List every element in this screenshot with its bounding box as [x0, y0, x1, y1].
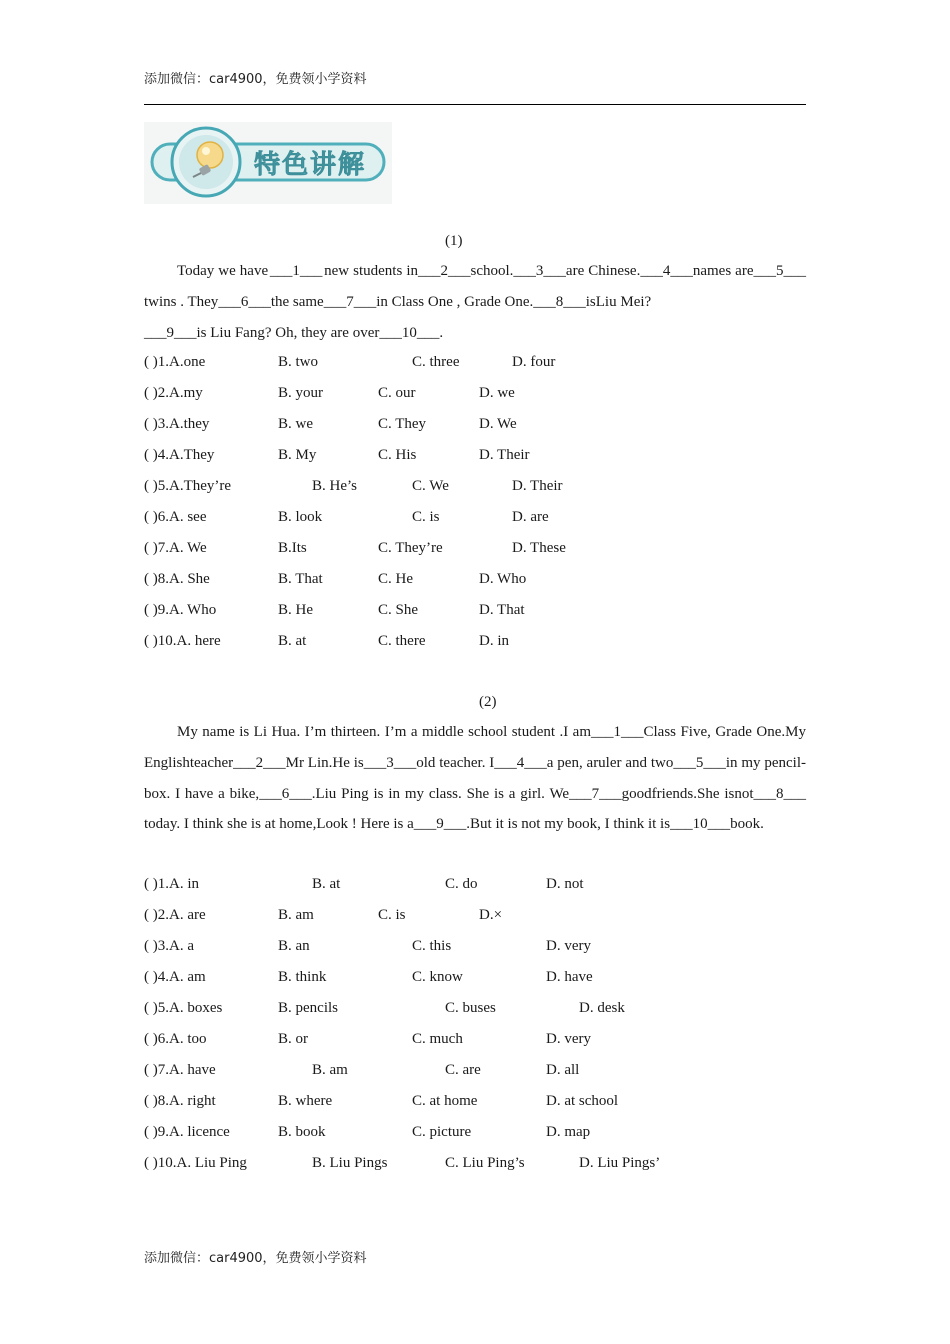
question-row [144, 907, 806, 929]
passage-text: a pen, aruler and two [546, 754, 674, 771]
option-b: B. or [278, 1031, 308, 1047]
question-number: ( )6.A. too [144, 1031, 207, 1047]
option-c: C. is [378, 907, 406, 923]
blank: ___10___ [670, 816, 731, 833]
option-b: B.Its [278, 540, 307, 556]
option-b: B. look [278, 509, 323, 525]
option-c: C. three [412, 354, 460, 370]
passage-text: new students in [324, 263, 418, 279]
question-number: ( )9.A. Who [144, 602, 217, 618]
option-b: B. pencils [278, 1000, 338, 1016]
option-d: D. in [479, 633, 509, 649]
blank: ___7___ [323, 293, 377, 310]
section-2-passage [144, 717, 806, 840]
option-c: C. know [412, 969, 463, 985]
question-number: ( )3.A. a [144, 938, 194, 954]
question-row [144, 540, 806, 562]
option-b: B. am [312, 1062, 348, 1078]
question-row [144, 571, 806, 593]
passage-text: My name is Li Hua. I’m thirteen. I’m a middle school student .I am [177, 724, 591, 740]
passage-text: goodfriends.She isnot [621, 785, 754, 802]
question-row [144, 385, 806, 407]
option-c: C. She [378, 602, 419, 618]
passage-text: old teacher. I [416, 754, 495, 771]
option-c: C. is [412, 509, 440, 525]
option-b: B. He [278, 602, 313, 618]
option-c: C. this [412, 938, 452, 954]
passage-text: names are [692, 263, 754, 279]
question-row [144, 354, 806, 376]
option-d: D. Liu Pings’ [579, 1155, 661, 1171]
question-number: ( )2.A. are [144, 907, 206, 923]
option-c: C. much [412, 1031, 463, 1047]
option-d: D. That [479, 602, 525, 618]
option-c: C. are [445, 1062, 481, 1078]
passage-text: twins . They [144, 293, 219, 310]
option-b: B. two [278, 354, 319, 370]
option-b: B. an [278, 938, 310, 954]
blank: ___9___ [144, 324, 197, 341]
section-1-passage [144, 256, 806, 348]
question-row [144, 876, 806, 898]
option-d: D. very [546, 1031, 591, 1047]
option-d: D. are [512, 509, 549, 525]
option-d: D. Who [479, 571, 527, 587]
option-c: C. We [412, 478, 449, 494]
question-number: ( )7.A. We [144, 540, 207, 556]
section-1-title: (1) [445, 233, 463, 249]
question-row [144, 633, 806, 655]
blank: ___6___ [259, 785, 312, 802]
question-row [144, 478, 806, 500]
blank: ___5___ [673, 754, 726, 771]
option-b: B. think [278, 969, 327, 985]
page-footer: 添加微信：car4900，免费领小学资料 [144, 1251, 367, 1266]
option-b: B. am [278, 907, 314, 923]
option-c: C. He [378, 571, 413, 587]
option-c: C. do [445, 876, 478, 892]
option-b: B. where [278, 1093, 333, 1109]
option-d: D. map [546, 1124, 591, 1140]
passage-text: in Class One , Grade One. [376, 293, 534, 310]
option-b: B. at [312, 876, 341, 892]
option-d: D. all [546, 1062, 580, 1078]
passage-text: .But it is not my book, I think it is [466, 816, 671, 833]
question-number: ( )2.A.my [144, 385, 203, 401]
option-d: D. Their [479, 447, 530, 463]
question-number: ( )1.A.one [144, 354, 206, 370]
question-number: ( )1.A. in [144, 876, 199, 892]
passage-text: are Chinese. [565, 263, 641, 279]
question-number: ( )8.A. She [144, 571, 210, 587]
blank: ___9___ [413, 816, 467, 833]
question-row [144, 969, 806, 991]
question-row [144, 509, 806, 531]
question-number: ( )9.A. licence [144, 1124, 230, 1140]
option-b: B. He’s [312, 478, 357, 494]
question-number: ( )8.A. right [144, 1093, 216, 1109]
passage-text: book. [730, 816, 764, 833]
option-c: C. picture [412, 1124, 472, 1140]
option-b: B. Liu Pings [312, 1155, 388, 1171]
option-c: C. Liu Ping’s [445, 1155, 525, 1171]
passage-text: school. [470, 263, 514, 279]
option-c: C. there [378, 633, 426, 649]
question-number: ( )4.A. am [144, 969, 206, 985]
question-row [144, 1031, 806, 1053]
blank: ___5___ [753, 263, 806, 279]
blank: ___2___ [418, 263, 471, 279]
banner-title: 特色讲解 [254, 150, 367, 180]
question-number: ( )7.A. have [144, 1062, 216, 1078]
section-2-title: (2) [479, 694, 497, 710]
option-c: C. They [378, 416, 427, 432]
question-row [144, 938, 806, 960]
option-b: B. at [278, 633, 307, 649]
page-header: 添加微信：car4900，免费领小学资料 [144, 72, 367, 87]
option-c: C. They’re [378, 540, 443, 556]
question-number: ( )10.A. here [144, 633, 221, 649]
question-row [144, 1062, 806, 1084]
option-d: D.× [479, 907, 503, 923]
passage-text: today. I think she is at home,Look ! Here is a [144, 816, 414, 833]
blank: ___3___ [363, 754, 417, 771]
option-d: D. we [479, 385, 515, 401]
question-row [144, 1000, 806, 1022]
option-b: B. That [278, 571, 323, 587]
question-row [144, 447, 806, 469]
blank: ___4___ [640, 263, 693, 279]
option-d: D. desk [579, 1000, 625, 1016]
section-banner [144, 122, 392, 204]
blank: ___4___ [494, 754, 547, 771]
option-d: D. very [546, 938, 591, 954]
option-b: B. My [278, 447, 317, 463]
question-row [144, 602, 806, 624]
passage-text: Mr Lin.He is [285, 754, 364, 771]
option-d: D. have [546, 969, 593, 985]
passage-text: is Liu Fang? Oh, they are over [196, 324, 380, 341]
question-row [144, 1155, 806, 1177]
blank: ___3___ [513, 263, 566, 279]
option-c: C. His [378, 447, 417, 463]
header-rule [144, 104, 806, 105]
question-number: ( )10.A. Liu Ping [144, 1155, 247, 1171]
passage-text: Today we have [177, 263, 269, 279]
question-row [144, 1093, 806, 1115]
option-b: B. book [278, 1124, 326, 1140]
passage-text: Class Five, Grade One.My Englishteacher [144, 724, 806, 771]
question-number: ( )6.A. see [144, 509, 207, 525]
option-d: D. at school [546, 1093, 619, 1109]
passage-text: in my pencil-box. I have a bike, [144, 754, 806, 802]
option-d: D. four [512, 354, 556, 370]
option-d: D. These [512, 540, 566, 556]
blank: ___8___ [753, 785, 806, 802]
blank: ___8___ [533, 293, 586, 310]
blank: ___7___ [569, 785, 622, 802]
option-d: D. not [546, 876, 584, 892]
blank: ___6___ [218, 293, 271, 310]
option-d: D. Their [512, 478, 563, 494]
question-number: ( )5.A. boxes [144, 1000, 223, 1016]
option-d: D. We [479, 416, 517, 432]
question-number: ( )5.A.They’re [144, 478, 232, 494]
passage-text: .Liu Ping is in my class. She is a girl. We [311, 785, 570, 802]
question-row [144, 1124, 806, 1146]
option-c: C. at home [412, 1093, 478, 1109]
question-row [144, 416, 806, 438]
passage-text: . [439, 324, 444, 341]
blank: ___10___ [379, 324, 440, 341]
blank: ___2___ [233, 754, 286, 771]
question-number: ( )4.A.They [144, 447, 215, 463]
option-b: B. we [278, 416, 313, 432]
question-number: ( )3.A.they [144, 416, 210, 432]
passage-text: isLiu Mei? [585, 293, 652, 310]
blank: ___1___ [269, 263, 323, 279]
passage-text: the same [270, 293, 324, 310]
option-c: C. buses [445, 1000, 496, 1016]
option-b: B. your [278, 385, 323, 401]
option-c: C. our [378, 385, 416, 401]
blank: ___1___ [591, 724, 644, 740]
